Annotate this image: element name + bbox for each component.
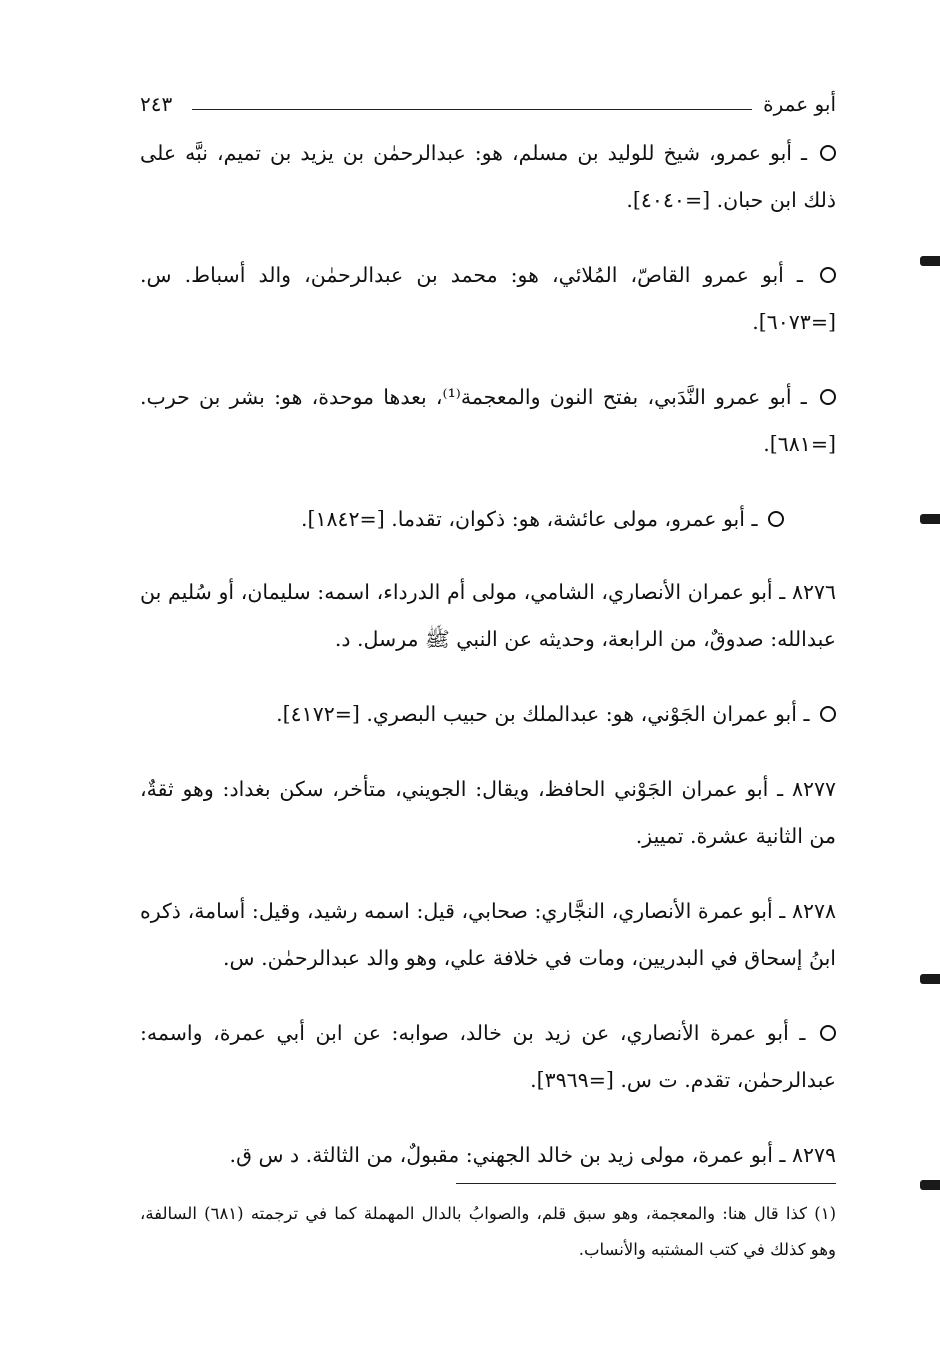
circle-marker-icon — [820, 389, 836, 405]
entry-4: ـ أبو عمرو، مولى عائشة، هو: ذكوان، تقدما. [=١٨٤٢]. — [140, 496, 836, 543]
entry-1: ـ أبو عمرو، شيخ للوليد بن مسلم، هو: عبدالرحمٰن بن يزيد بن تميم، نبَّه على ذلك ابن حبان. [=٤٠٤٠]. — [140, 141, 836, 212]
margin-tab — [920, 256, 940, 266]
entry-text: أبو عمرة الأنصاري، عن زيد بن خالد، صوابه: عن ابن أبي عمرة، واسمه: عبدالرحمٰن، تقدم. ت س. [=٣٩٦٩]. — [140, 1021, 836, 1092]
entry-8278 — [140, 888, 836, 982]
entry-9: ـ أبو عمرة الأنصاري، عن زيد بن خالد، صوابه: عن ابن أبي عمرة، واسمه: عبدالرحمٰن، تقدم. ت س. [=٣٩٦٩]. — [140, 1021, 836, 1092]
entry-text: أبو عمرو النَّدَبي، بفتح النون والمعجمة⁽¹⁾، بعدها موحدة، هو: بشر بن حرب. [=٦٨١]. — [140, 385, 836, 456]
circle-marker-icon — [820, 267, 836, 283]
entry-text: أبو عمران الجَوْني، هو: عبدالملك بن حبيب البصري. [=٤١٧٢]. — [276, 702, 797, 726]
page-number: ٢٤٣ — [140, 92, 173, 116]
entry-6: ـ أبو عمران الجَوْني، هو: عبدالملك بن حبيب البصري. [=٤١٧٢]. — [140, 691, 836, 738]
header-rule — [192, 109, 752, 110]
entry-text: ٨٢٧٧ ـ أبو عمران الجَوْني الحافظ، ويقال: الجويني، متأخر، سكن بغداد: وهو ثقةٌ، من الثانية عشرة. تمييز. — [140, 777, 836, 848]
margin-tab — [920, 514, 940, 524]
margin-tab — [920, 1180, 940, 1190]
running-title: أبو عمرة — [763, 92, 836, 116]
main-text — [140, 130, 836, 1207]
entry-text: ٨٢٧٨ ـ أبو عمرة الأنصاري، النجَّاري: صحابي، قيل: اسمه رشيد، وقيل: أسامة، ذكره ابنُ إسحاق في البدريين، ومات في خلافة علي، وهو والد عبدالرحمٰن. س. — [140, 899, 836, 970]
circle-marker-icon — [768, 511, 784, 527]
footnote-text: (١) كذا قال هنا: والمعجمة، وهو سبق قلم، والصوابُ بالدال المهملة كما في ترجمته (٦٨١) السالفة، وهو كذلك في كتب المشتبه والأنساب. — [140, 1204, 836, 1259]
entry-3: ـ أبو عمرو النَّدَبي، بفتح النون والمعجمة⁽¹⁾، بعدها موحدة، هو: بشر بن حرب. [=٦٨١]. — [140, 385, 836, 456]
footnote-rule — [456, 1183, 836, 1184]
circle-marker-icon — [820, 706, 836, 722]
page-header — [140, 90, 836, 124]
entry-text: ٨٢٧٩ ـ أبو عمرة، مولى زيد بن خالد الجهني: مقبولٌ، من الثالثة. د س ق. — [229, 1143, 836, 1167]
footnote — [140, 1196, 836, 1268]
circle-marker-icon — [820, 145, 836, 161]
entry-2: ـ أبو عمرو القاصّ، المُلائي، هو: محمد بن عبدالرحمٰن، والد أسباط. س. [=٦٠٧٣]. — [140, 263, 836, 334]
entry-8279 — [140, 1132, 836, 1179]
entry-text: ٨٢٧٦ ـ أبو عمران الأنصاري، الشامي، مولى أم الدرداء، اسمه: سليمان، أو سُليم بن عبدالله: صدوقٌ، من الرابعة، وحديثه عن النبي ﷺ مرسل. د. — [140, 580, 836, 651]
entry-text: أبو عمرو، مولى عائشة، هو: ذكوان، تقدما. [=١٨٤٢]. — [300, 507, 745, 531]
circle-marker-icon — [820, 1025, 836, 1041]
entry-8277 — [140, 766, 836, 860]
entry-text: أبو عمرو القاصّ، المُلائي، هو: محمد بن عبدالرحمٰن، والد أسباط. س. [=٦٠٧٣]. — [140, 263, 836, 334]
entry-8276 — [140, 569, 836, 663]
margin-tab — [920, 974, 940, 984]
entry-text: أبو عمرو، شيخ للوليد بن مسلم، هو: عبدالرحمٰن بن يزيد بن تميم، نبَّه على ذلك ابن حبان. [=٤٠٤٠]. — [140, 141, 836, 212]
